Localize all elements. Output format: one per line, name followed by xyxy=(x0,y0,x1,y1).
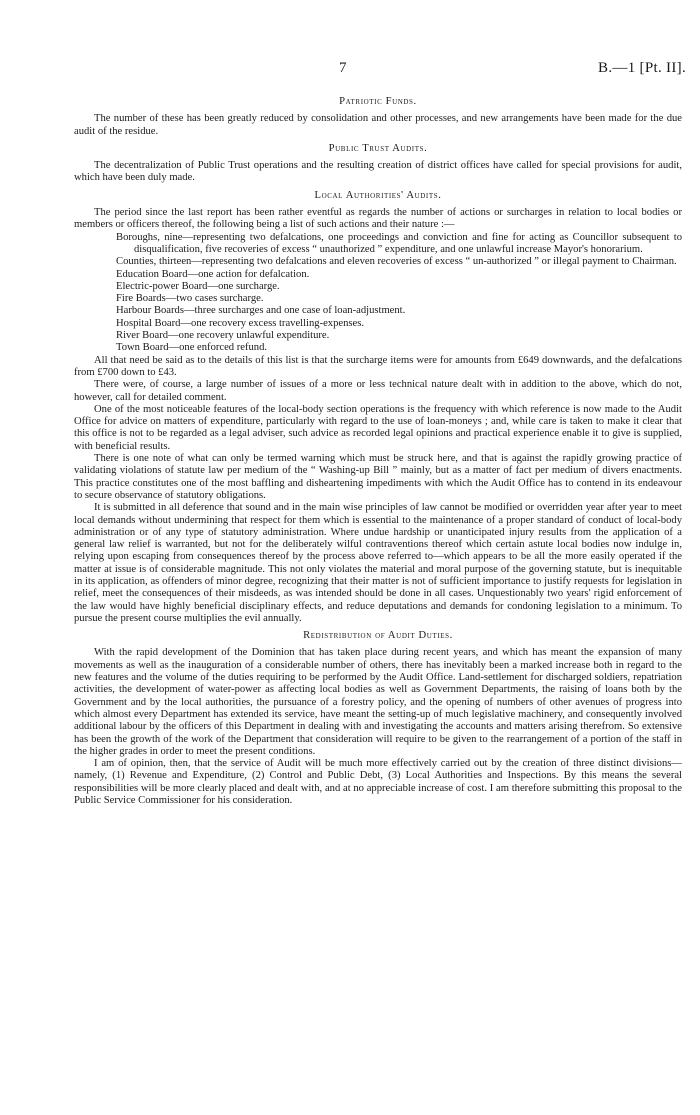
section-title-public-trust-audits: Public Trust Audits. xyxy=(328,142,428,154)
paragraph-redistribution-proposal: I am of opinion, then, that the service of Audit will be much more effectively carried out by the creation of three distinct divisions—namely, (1) Revenue and Expenditure, (2) Control and Public Debt, (3) Local Authorities and Inspections. By this means the several responsibilities will be more clearly placed and dealt with, and at no appreciable increase of cost. I am therefore submitting this proposal to the Public Service Commissioner for his consideration. xyxy=(74,758,682,807)
paragraph-local-issues: There were, of course, a large number of issues of a more or less technical nature dealt with in addition to the above, which do not, however, call for detailed comment. xyxy=(74,379,682,403)
actions-list xyxy=(116,232,682,355)
paragraph-public-trust: The decentralization of Public Trust operations and the resulting creation of district offices have called for special provisions for audit, which have been duly made. xyxy=(74,160,682,184)
list-item: River Board—one recovery unlawful expenditure. xyxy=(116,330,330,342)
paragraph-patriotic-funds: The number of these has been greatly reduced by consolidation and other processes, and new arrangements have been made for the due audit of the residue. xyxy=(74,113,682,137)
page-number: 7 xyxy=(339,60,347,76)
list-item: Hospital Board—one recovery excess travelling-expenses. xyxy=(116,317,364,329)
paragraph-local-intro: The period since the last report has been rather eventful as regards the number of actions or surcharges in relation to local bodies or members or officers thereof, the following being a list of such actions and their nature :— xyxy=(74,207,682,231)
list-item: Harbour Boards—three surcharges and one case of loan-adjustment. xyxy=(116,305,406,317)
paragraph-local-submission: It is submitted in all deference that sound and in the main wise principles of law cannot be modified or overridden year after year to meet local demands without undermining that respect for them which is essential to the maintenance of a proper standard of conduct of local-body administration or of any type of statutory administration. Where undue hardship or unanticipated injury results from the application of a general law relief is warranted, but not for the deliberately wilful contraventions thereof which certain astute local bodies now indulge in, relying upon escaping from consequences thereof by the process above referred to—which appears to be all the more easily operated if the matter at issue is of considerable magnitude. This not only violates the material and moral purpose of the governing statute, but is inequitable in its application, as offenders of minor degree, recognizing that their matter is not of sufficient importance to justify requests for legislation in relief, meet the consequences of their misdeeds, as was intended should be done in all cases. Unquestionably two years' rigid enforcement of the law would have highly beneficial disciplinary effects, and reduce deputations and demands for condoning legislation to a minimum. To pursue the present course multiplies the evil annually. xyxy=(74,502,682,624)
section-title-local-authorities-audits: Local Authorities' Audits. xyxy=(314,189,442,201)
paragraph-local-warning: There is one note of what can only be termed warning which must be struck here, and that is against the rapidly growing practice of validating violations of statute law per medium of the “ Washing-up Bill ” mainly, but as a matter of fact per medium of divers enactments. This practice constitutes one of the most baffling and disheartening impediments with which the Audit Office has to contend in its endeavour to secure observance of statutory obligations. xyxy=(74,453,682,501)
list-item: Counties, thirteen—representing two defalcations and eleven recoveries of excess “ un-authorized ” or illegal payment to Chairman. xyxy=(116,256,677,268)
document-reference: B.—1 [Pt. II]. xyxy=(598,60,686,76)
paragraph-redistribution-growth: With the rapid development of the Dominion that has taken place during recent years, and which has meant the expansion of many movements as well as the inauguration of a considerable number of others, there has inevitably been a marked increase both in regard to the new features and the volume of the duties requiring to be performed by the Audit Office. Land-settlement for discharged soldiers, repatriation activities, the development of water-power as affecting local bodies as well as Government Departments, the raising of loans both by the Government and by the local authorities, the pursuance of a forestry policy, and the opening of numbers of other avenues of progress into which almost every Department has extended its service, have meant the setting-up of much legislative machinery, and consequently involved additional labour by the officers of this Department in dealing with and investigating the accounts and matters arising therefrom. So extensive has been the growth of the work of the Department that consideration will require to be given to the rearrangement of a portion of the staff in the higher grades in order to meet the present conditions. xyxy=(74,647,682,757)
list-item: Boroughs, nine—representing two defalcations, one proceedings and conviction and fine for acting as Councillor subsequent to disqualification, five recoveries of excess “ unauthorized ” expenditure, and one unlawful increase Mayor's honorarium. xyxy=(116,231,682,255)
paragraph-local-details: All that need be said as to the details of this list is that the surcharge items were for amounts from £649 downwards, and the defalcations from £700 down to £43. xyxy=(74,354,682,378)
list-item: Electric-power Board—one surcharge. xyxy=(116,280,280,292)
section-title-patriotic-funds: Patriotic Funds. xyxy=(339,96,417,107)
page-body xyxy=(74,96,682,807)
paragraph-local-advice: One of the most noticeable features of the local-body section operations is the frequency with which reference is now made to the Audit Office for advice on matters of expenditure, particularly with regard to the use of loan-moneys ; and, while care is taken to make it clear that this office is not to be regarded as a legal adviser, such advice as recorded legal opinions and practical experience enable it to give is supplied, with beneficial results. xyxy=(74,403,682,452)
list-item: Education Board—one action for defalcation. xyxy=(116,268,310,280)
list-item: Fire Boards—two cases surcharge. xyxy=(116,293,264,305)
section-title-redistribution: Redistribution of Audit Duties. xyxy=(303,630,453,642)
list-item: Town Board—one enforced refund. xyxy=(116,342,268,354)
